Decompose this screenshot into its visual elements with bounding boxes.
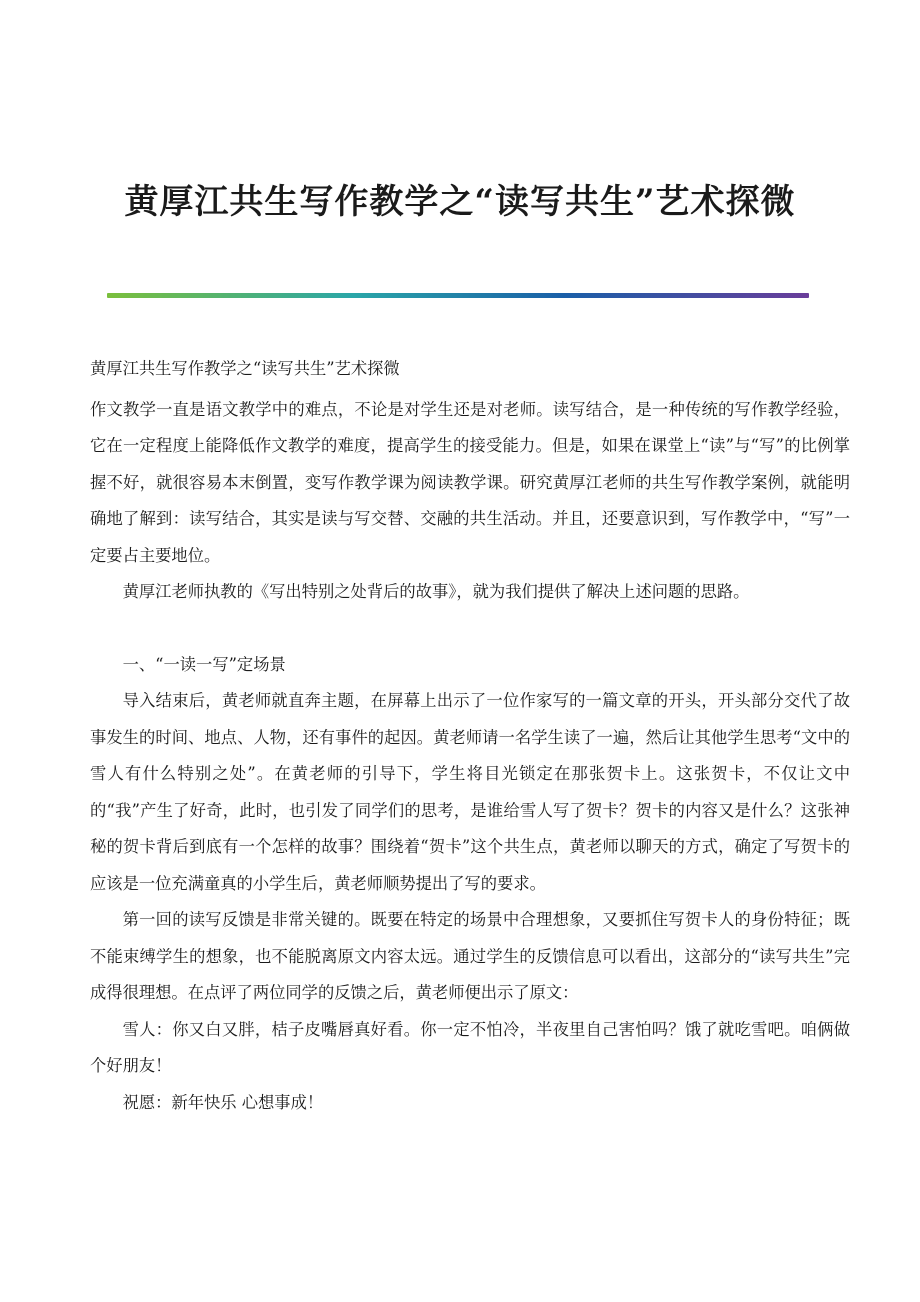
quote-wishes: 祝愿：新年快乐 心想事成！ <box>122 1092 324 1112</box>
gradient-divider <box>107 293 809 298</box>
document-subtitle: 黄厚江共生写作教学之“读写共生”艺术探微 <box>90 359 400 378</box>
intro-paragraph-2: 黄厚江老师执教的《写出特别之处背后的故事》，就为我们提供了解决上述问题的思路。 <box>122 582 750 601</box>
document-body <box>90 351 850 1121</box>
document-title: 黄厚江共生写作教学之“读写共生”艺术探微 <box>124 182 796 222</box>
intro-paragraph: 作文教学一直是语文教学中的难点，不论是对学生还是对老师。读写结合，是一种传统的写作教学经验，它在一定程度上能降低作文教学的难度，提高学生的接受能力。但是，如果在课堂上“读”与“写”的比例掌握不好，就很容易本末倒置，变写作教学课为阅读教学课。研究黄厚江老师的共生写作教学案例，就能明确地了解到：读写结合，其实是读与写交替、交融的共生活动。并且，还要意识到，写作教学中，“写”一定要占主要地位。 <box>90 399 850 565</box>
quote-paragraph: 雪人：你又白又胖，桔子皮嘴唇真好看。你一定不怕冷，半夜里自己害怕吗？饿了就吃雪吧。咱俩做个好朋友！ <box>90 1019 850 1075</box>
body-paragraph-2: 第一回的读写反馈是非常关键的。既要在特定的场景中合理想象，又要抓住写贺卡人的身份特征；既不能束缚学生的想象，也不能脱离原文内容太远。通过学生的反馈信息可以看出，这部分的“读写共生”完成得很理想。在点评了两位同学的反馈之后，黄老师便出示了原文： <box>90 910 850 1002</box>
body-paragraph-1: 导入结束后，黄老师就直奔主题，在屏幕上出示了一位作家写的一篇文章的开头，开头部分交代了故事发生的时间、地点、人物，还有事件的起因。黄老师请一名学生读了一遍，然后让其他学生思考“文中的雪人有什么特别之处”。在黄老师的引导下，学生将目光锁定在那张贺卡上。这张贺卡，不仅让文中的“我”产生了好奇，此时，也引发了同学们的思考，是谁给雪人写了贺卡？贺卡的内容又是什么？这张神秘的贺卡背后到底有一个怎样的故事？围绕着“贺卡”这个共生点，黄老师以聊天的方式，确定了写贺卡的应该是一位充满童真的小学生后，黄老师顺势提出了写的要求。 <box>90 691 850 893</box>
section-heading: 一、“一读一写”定场景 <box>122 654 286 674</box>
